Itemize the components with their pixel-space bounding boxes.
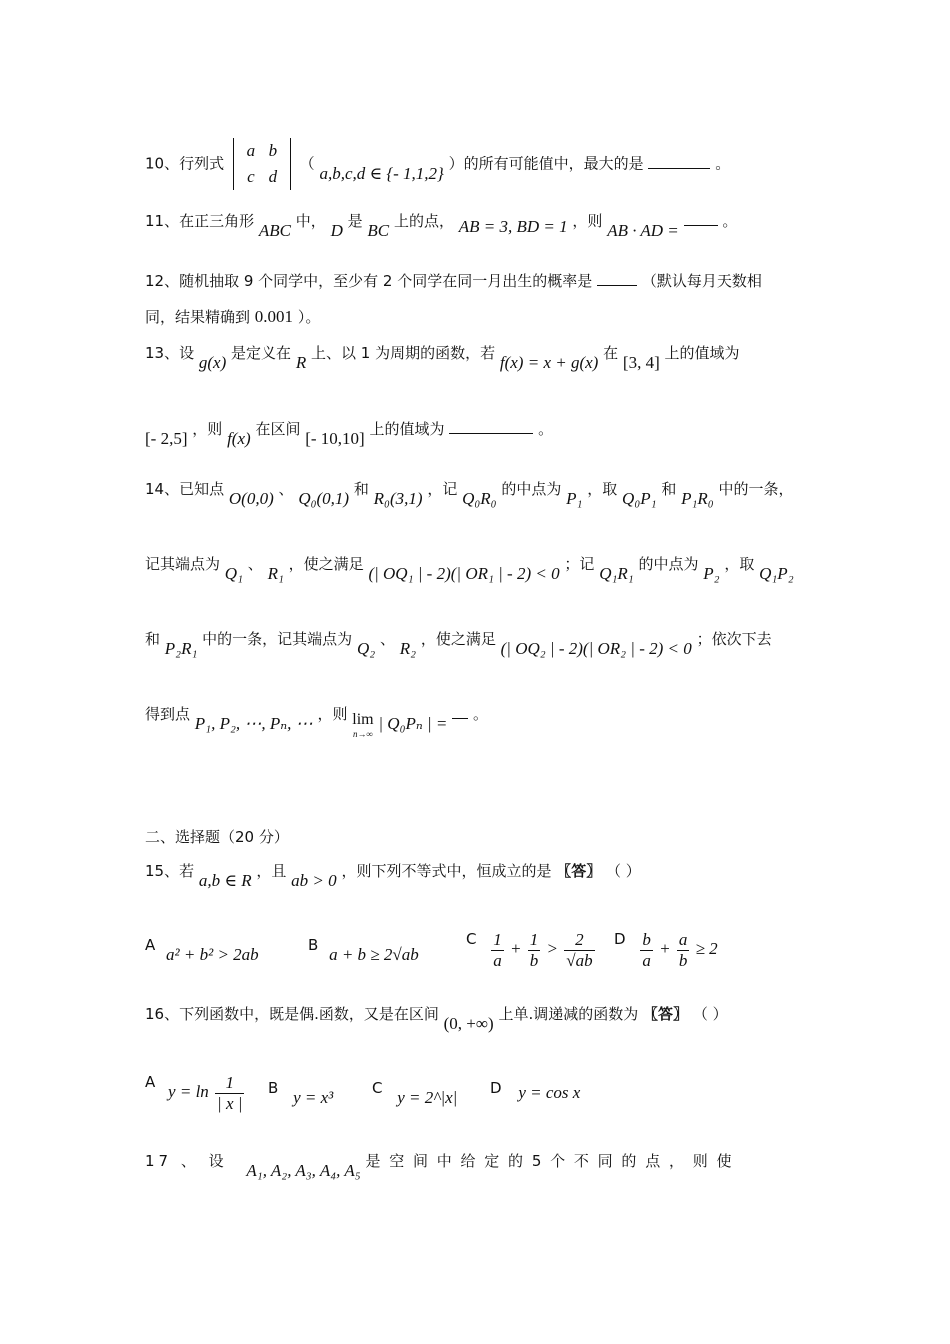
q14-segment-p1r0: P₁R₀	[681, 489, 714, 508]
q16-option-c-label: C	[372, 1079, 383, 1097]
q14-point-q0: Q₀(0,1)	[298, 489, 350, 508]
q14-segment-p2r1: P₂R₁	[164, 639, 198, 658]
q16-option-a-label: A	[145, 1073, 156, 1091]
q13-range-value: [- 2,5]	[145, 429, 188, 448]
q14-prefix: 14、已知点	[145, 480, 225, 498]
q14-l3a: 和	[145, 630, 161, 648]
d-num1: b	[642, 930, 651, 949]
question-10	[145, 138, 810, 190]
q11-on: 上的点，	[393, 212, 454, 230]
q13-in: 在	[603, 344, 619, 362]
q16-answer-paren: （ ）	[692, 1005, 728, 1023]
q14-l2c: ；记	[564, 555, 595, 573]
q14-sep: 、	[278, 480, 294, 498]
q14-q1: Q₁	[224, 564, 243, 583]
q16-answer-mark: 〖答〗	[643, 1005, 689, 1023]
q13-end: 。	[538, 420, 554, 438]
q14-l2d: 的中点为	[638, 555, 699, 573]
q13-fx: f(x) = x + g(x)	[499, 353, 599, 372]
q13-gx: g(x)	[198, 353, 227, 372]
q14-and: 和	[353, 480, 369, 498]
q14-l4a: 得到点	[145, 705, 191, 723]
q11-answer-blank	[684, 211, 718, 226]
q13-range: 上的值域为	[664, 344, 740, 362]
q11-segment-bc: BC	[367, 221, 390, 240]
question-14-line3	[145, 628, 810, 658]
question-14-line1	[145, 478, 810, 508]
q14-note: ，记	[427, 480, 458, 498]
q14-inequality2: (| OQ₂ | - 2)(| OR₂ | - 2) < 0	[500, 639, 692, 658]
c-den2: b	[529, 951, 539, 970]
d-num2: a	[678, 930, 688, 949]
q14-l3b: 中的一条，记其端点为	[202, 630, 353, 648]
q12-answer-blank	[597, 271, 637, 286]
q13-R: R	[295, 353, 307, 372]
q11-end: 。	[722, 212, 738, 230]
q15-text: ，则下列不等式中，恒成立的是	[341, 862, 552, 880]
q14-midpoint: 的中点为	[501, 480, 562, 498]
q14-p1: P₁	[566, 489, 583, 508]
q14-lim-sub: n→∞	[352, 729, 373, 739]
q14-sep3: 、	[379, 630, 395, 648]
c-plus: +	[510, 939, 522, 959]
q13-fx2: f(x)	[227, 429, 251, 448]
c-num2: 1	[529, 930, 539, 949]
q16-option-c	[372, 1078, 458, 1107]
q15-option-d-label: D	[614, 930, 626, 948]
q14-l3c: ，使之满足	[420, 630, 496, 648]
question-15	[145, 860, 810, 890]
q15-option-b	[308, 935, 419, 964]
c-den1: a	[493, 951, 502, 970]
q15-cond2: ab > 0	[291, 871, 337, 890]
a-den: | x |	[217, 1094, 243, 1113]
q17-points: A₁, A₂, A₃, A₄, A₅	[246, 1161, 361, 1180]
q12-text: 12、随机抽取 9 个同学中，至少有 2 个同学在同一月出生的概率是	[145, 272, 593, 290]
det-b: b	[268, 141, 278, 160]
q13-on: 在区间	[255, 420, 301, 438]
q10-text: ）的所有可能值中，最大的是	[448, 154, 644, 173]
c-num3: 2	[564, 930, 594, 951]
q14-limit-expr: | Q₀Pₙ | =	[378, 714, 448, 733]
question-13-line1	[145, 342, 810, 372]
q14-and2: 和	[661, 480, 677, 498]
q13-prefix: 13、设	[145, 344, 195, 362]
q15-option-d	[614, 930, 718, 971]
q13-period: 上、以 1 为周期的函数，若	[311, 344, 496, 362]
question-12-line2	[145, 306, 810, 327]
q11-prefix: 11、在正三角形	[145, 212, 255, 230]
c-den3: √ab	[566, 951, 593, 970]
q16-option-a	[145, 1073, 246, 1114]
q16-option-a-expr	[168, 1073, 246, 1113]
det-c: c	[247, 167, 255, 186]
q15-option-b-expr: a + b ≥ 2√ab	[329, 945, 419, 964]
q16-option-d-label: D	[490, 1079, 502, 1097]
q17-prefix: 17 、 设	[145, 1152, 228, 1170]
d-ge: ≥ 2	[695, 939, 718, 959]
q13-range2: 上的值域为	[369, 420, 445, 438]
q14-point-r0: R₀(3,1)	[373, 489, 423, 508]
question-14-line4	[145, 703, 810, 739]
q15-answer-paren: （ ）	[606, 862, 641, 880]
q15-prefix: 15、若	[145, 862, 195, 880]
d-plus: +	[659, 939, 671, 959]
q10-condition: a,b,c,d ∈ {- 1,1,2}	[319, 163, 444, 183]
q13-interval2: [- 10,10]	[305, 429, 365, 448]
q14-l3d: ；依次下去	[696, 630, 772, 648]
q16-interval: (0, +∞)	[443, 1014, 494, 1033]
question-11	[145, 210, 810, 240]
det-d: d	[268, 167, 278, 186]
q15-option-c-label: C	[466, 930, 477, 948]
q13-answer-blank	[449, 419, 533, 434]
q11-then: ，则	[572, 212, 603, 230]
q10-open-paren: （	[299, 154, 315, 173]
c-num1: 1	[493, 930, 502, 949]
q12-precision: 0.001	[254, 307, 294, 326]
section-header: 二、选择题（20 分）	[145, 828, 289, 846]
q14-l2b: ，使之满足	[288, 555, 364, 573]
question-17	[145, 1150, 810, 1180]
q11-expression: AB · AD =	[607, 221, 679, 240]
question-13-line2	[145, 418, 810, 448]
q13-then: ，则	[192, 420, 223, 438]
q14-answer-blank	[452, 704, 468, 719]
q17-text: 是 空 间 中 给 定 的 5 个 不 同 的 点 ， 则 使	[365, 1152, 734, 1170]
q15-option-a-label: A	[145, 936, 156, 954]
q16-option-c-expr: y = 2^|x|	[397, 1088, 458, 1107]
q14-r1: R₁	[267, 564, 284, 583]
q14-sequence: P₁, P₂, ⋯, Pₙ, ⋯	[194, 714, 313, 733]
q12-note: （默认每月天数相	[641, 272, 762, 290]
q15-option-c-expr	[489, 930, 596, 970]
q15-option-a-expr: a² + b² > 2ab	[166, 945, 259, 964]
d-den1: a	[642, 951, 651, 970]
q15-and: ，且	[256, 862, 287, 880]
q14-segment-q1p2: Q₁P₂	[759, 564, 794, 583]
q12-line2-end: ）。	[297, 308, 321, 326]
c-gt: >	[546, 939, 558, 959]
q14-l4b: ，则	[317, 705, 348, 723]
q14-end: 。	[472, 705, 488, 723]
q14-l2a: 记其端点为	[145, 555, 221, 573]
q11-mid: 中，	[295, 212, 326, 230]
q16-text: 上单.调递减的函数为	[498, 1005, 639, 1023]
q16-option-b-label: B	[268, 1079, 279, 1097]
q15-answer-mark: 〖答〗	[556, 862, 602, 880]
question-16	[145, 1003, 810, 1033]
q14-r2: R₂	[399, 639, 417, 658]
q12-line2-text: 同，结果精确到	[145, 308, 251, 326]
a-num: 1	[215, 1073, 244, 1094]
q14-point-o: O(0,0)	[228, 489, 274, 508]
q10-prefix: 10、行列式	[145, 154, 225, 173]
q14-take: ，取	[587, 480, 618, 498]
q14-one: 中的一条，	[718, 480, 794, 498]
q15-cond1: a,b ∈ R	[198, 871, 252, 890]
q14-lim: lim	[352, 711, 374, 728]
q15-option-b-label: B	[308, 936, 319, 954]
q14-sep2: 、	[247, 555, 263, 573]
a-pre: y = ln	[168, 1082, 209, 1102]
q15-option-d-expr	[638, 930, 718, 970]
q13-interval: [3, 4]	[622, 353, 660, 372]
q11-condition: AB = 3, BD = 1	[458, 217, 568, 236]
q13-def: 是定义在	[231, 344, 292, 362]
q14-limit	[352, 713, 373, 740]
q14-p2: P₂	[703, 564, 720, 583]
q10-determinant	[233, 138, 291, 190]
question-14-line2	[145, 553, 810, 583]
question-12-line1	[145, 270, 810, 291]
q16-prefix: 16、下列函数中，既是偶.函数，又是在区间	[145, 1005, 439, 1023]
det-a: a	[246, 141, 256, 160]
q15-option-c	[466, 930, 597, 971]
q11-is: 是	[347, 212, 363, 230]
q14-l2e: ，取	[724, 555, 755, 573]
q16-option-d	[490, 1078, 581, 1102]
q11-point-d: D	[330, 221, 343, 240]
q14-segment-q0r0: Q₀R₀	[462, 489, 497, 508]
q11-triangle: ABC	[258, 221, 291, 240]
q10-answer-blank	[648, 154, 710, 169]
q14-segment-q0p1: Q₀P₁	[622, 489, 657, 508]
q16-option-d-expr: y = cos x	[518, 1083, 581, 1102]
q14-segment-q1r1: Q₁R₁	[599, 564, 634, 583]
q14-inequality1: (| OQ₁ | - 2)(| OR₁ | - 2) < 0	[368, 564, 560, 583]
q14-q2: Q₂	[356, 639, 376, 658]
q16-option-b	[268, 1078, 334, 1107]
q10-end: 。	[715, 154, 731, 173]
d-den2: b	[678, 951, 688, 970]
q15-option-a	[145, 935, 259, 964]
q16-option-b-expr: y = x³	[293, 1088, 334, 1107]
